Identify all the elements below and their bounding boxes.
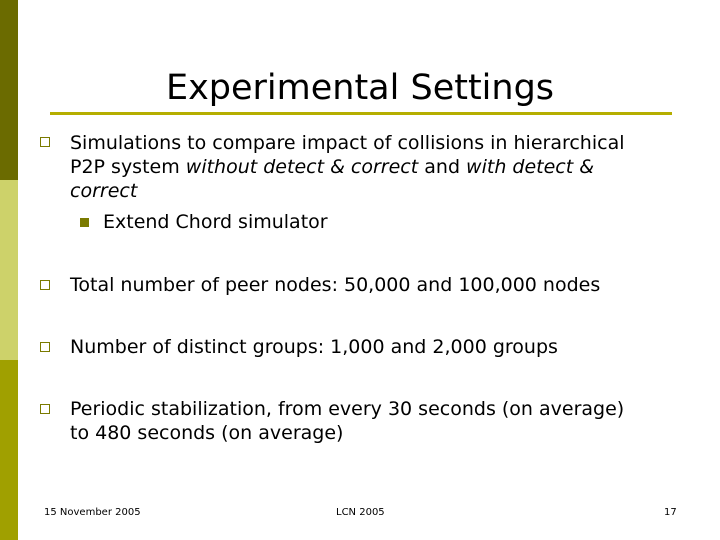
bullet-line (70, 155, 670, 179)
footer-page-number: 17 (664, 507, 677, 518)
sub-bullet-chord: Extend Chord simulator (103, 211, 328, 233)
bullet-square-icon (40, 137, 50, 147)
italic-span: correct (70, 180, 138, 202)
bullet-line: Periodic stabilization, from every 30 seconds (on average) (70, 398, 625, 420)
bullet-square-icon (40, 280, 50, 290)
italic-span: without detect & correct (185, 156, 419, 178)
sub-bullet-square-icon (80, 218, 89, 227)
bullet-groups: Number of distinct groups: 1,000 and 2,000 groups (70, 336, 558, 358)
slide-title: Experimental Settings (165, 68, 555, 108)
footer-conference: LCN 2005 (336, 507, 385, 518)
bullet-square-icon (40, 404, 50, 414)
text-span: and (418, 156, 467, 178)
bullet-stabilization (70, 397, 670, 445)
footer-date: 15 November 2005 (44, 507, 141, 518)
sidebar-band-middle (0, 180, 18, 360)
bullet-peer-nodes: Total number of peer nodes: 50,000 and 100,000 nodes (70, 274, 601, 296)
bullet-line: Simulations to compare impact of collisions in hierarchical (70, 132, 625, 154)
sidebar-band-bottom (0, 360, 18, 540)
text-span: P2P system (70, 156, 186, 178)
bullet-simulations (70, 131, 670, 203)
bullet-line: to 480 seconds (on average) (70, 422, 344, 444)
title-underline (50, 112, 672, 115)
italic-span: with detect & (466, 156, 595, 178)
bullet-square-icon (40, 342, 50, 352)
bullet-line (70, 179, 670, 203)
